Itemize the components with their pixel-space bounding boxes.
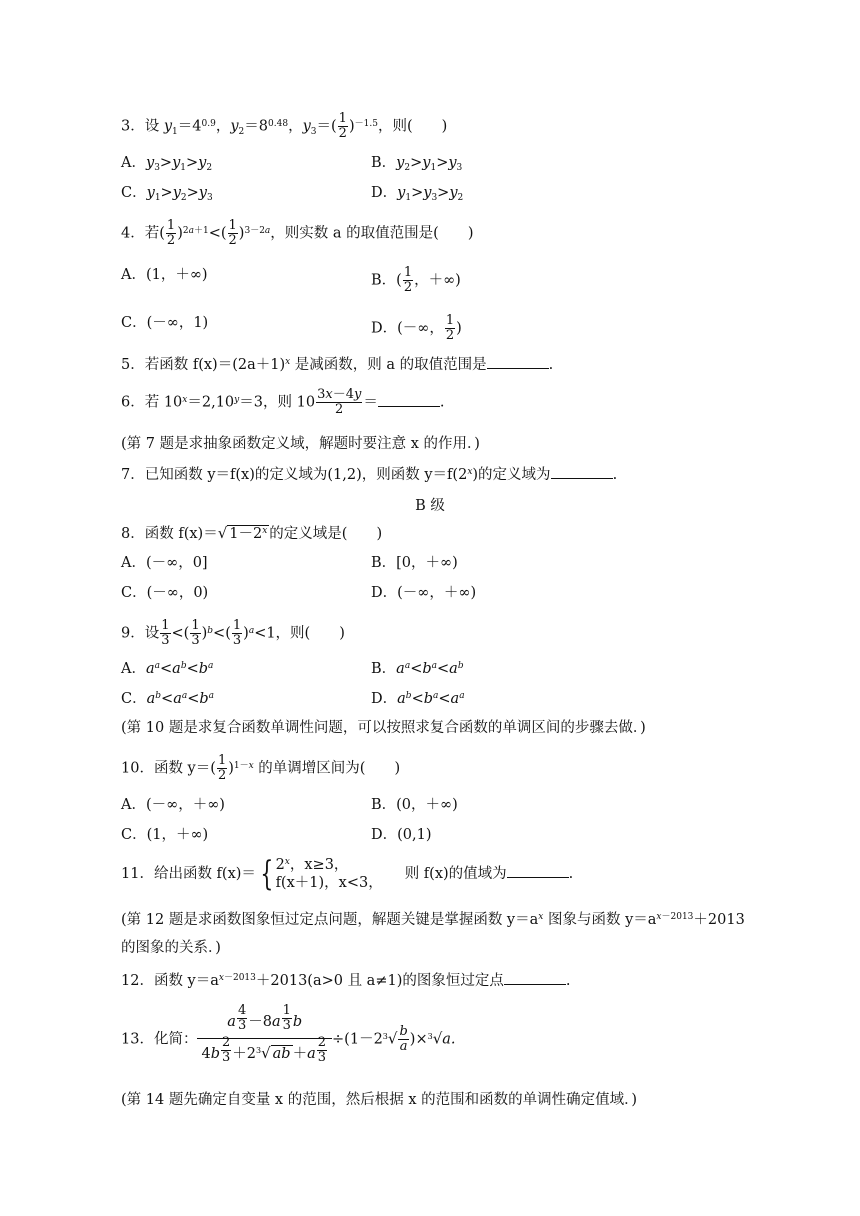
question-3-option-d: D．$y_1>y_3>y_2$ xyxy=(371,185,464,203)
question-4-option-a: A．(1，＋∞) xyxy=(121,267,208,283)
answer-blank xyxy=(378,394,440,407)
hint-question-7: (第 7 题是求抽象函数定义域，解题时要注意 x 的作用．) xyxy=(121,436,480,452)
question-10-option-a: A．(－∞，＋∞) xyxy=(121,797,225,813)
question-4-option-d: D．(－∞， $\frac{1}{2}$ ) xyxy=(371,313,462,343)
question-8-option-b: B．[0，＋∞) xyxy=(371,555,458,571)
question-13: 13．化简： a $^{\frac{4}{3}}$ －8a $^{\frac{1}{3}}$ b 4b $^{\frac{2}{3}}$ $+2^3√$ ab ＋a $^{\frac{2}{3}}$ $\div(1-2^3√$ $\frac{b}{a}$ )×$^3$√a. xyxy=(121,1009,456,1070)
hint-question-10: (第 10 题是求复合函数单调性问题，可以按照求复合函数的单调区间的步骤去做．) xyxy=(121,720,646,736)
question-11: 11．给出函数 f(x)＝ { 2$^x$，x≥3， f(x＋1)，x<3， 则 f(x)的值域为 . xyxy=(121,854,574,894)
question-4-stem: 4．若( $\frac{1}{2}$ )$^{2a+1}$<( $\frac{1}{2}$ )$^{3-2a}$，则实数 a 的取值范围是( ) xyxy=(121,218,474,248)
question-4-option-b: B．( $\frac{1}{2}$ ，＋∞) xyxy=(371,265,461,295)
question-8-option-c: C．(－∞，0) xyxy=(121,585,209,601)
question-9-option-c: C．$a^b<a^a<b^a$ xyxy=(121,691,215,707)
section-heading-b: B 级 xyxy=(415,498,445,514)
answer-blank xyxy=(551,466,613,479)
question-12: 12．函数 $y=a^{x-2013}+2013(a>0$ 且 a≠1)的图象恒过定点 . xyxy=(121,973,571,989)
question-8-stem: 8．函数 f(x)＝√ $1-2^x$ 的定义域是( ) xyxy=(121,524,383,542)
question-3-option-a: A．$y_3>y_1>y_2$ xyxy=(121,155,213,173)
question-9-option-b: B．$a^a<b^a<a^b$ xyxy=(371,661,464,677)
hint-question-12-line-2: 的图象的关系．) xyxy=(121,940,221,956)
question-9-option-d: D．$a^b<b^a<a^a$ xyxy=(371,691,465,707)
question-10-option-b: B．(0，＋∞) xyxy=(371,797,458,813)
question-3-stem: 3．设 $y_1=4^{0.9}$，$y_2=8^{0.48}$，$y_3=$( $\frac{1}{2}$ )$^{-1.5}$，则( ) xyxy=(121,111,448,141)
answer-blank xyxy=(507,865,569,878)
question-6: 6．若 $10^x=2,10^y=3$，则 10 $\frac{3x-4y}{2}$ ＝ . xyxy=(121,387,445,417)
question-4-option-c: C．(－∞，1) xyxy=(121,315,209,331)
question-10-stem: 10．函数 y＝( $\frac{1}{2}$ )$^{1-x}$ 的单调增区间为( ) xyxy=(121,753,401,783)
question-3-option-c: C．$y_1>y_2>y_3$ xyxy=(121,185,213,203)
question-5: 5．若函数 $f(x)=(2a+1)^x$ 是减函数，则 a 的取值范围是 . xyxy=(121,357,554,373)
question-10-option-d: D．(0,1) xyxy=(371,827,432,843)
question-10-option-c: C．(1，＋∞) xyxy=(121,827,209,843)
question-8-option-d: D．(－∞，＋∞) xyxy=(371,585,477,601)
question-9-option-a: A．$a^a<a^b<b^a$ xyxy=(121,661,214,677)
answer-blank xyxy=(504,972,566,985)
question-7: 7．已知函数 y＝f(x)的定义域为(1,2)，则函数 $y=f(2^x)$的定义域为 . xyxy=(121,467,618,483)
question-3-option-b: B．$y_2>y_1>y_3$ xyxy=(371,155,463,173)
question-9-stem: 9．设 $\frac{1}{3}$ <( $\frac{1}{3}$ )$^b$<( $\frac{1}{3}$ )$^a$<1，则( ) xyxy=(121,618,345,648)
answer-blank xyxy=(487,356,549,369)
question-8-option-a: A．(－∞，0] xyxy=(121,555,208,571)
hint-question-14: (第 14 题先确定自变量 x 的范围，然后根据 x 的范围和函数的单调性确定值域．) xyxy=(121,1092,638,1108)
hint-question-12-line-1: (第 12 题是求函数图象恒过定点问题，解题关键是掌握函数 $y=a^x$ 图象与函数 $y=a^{x-2013}+2013$ xyxy=(121,912,745,928)
